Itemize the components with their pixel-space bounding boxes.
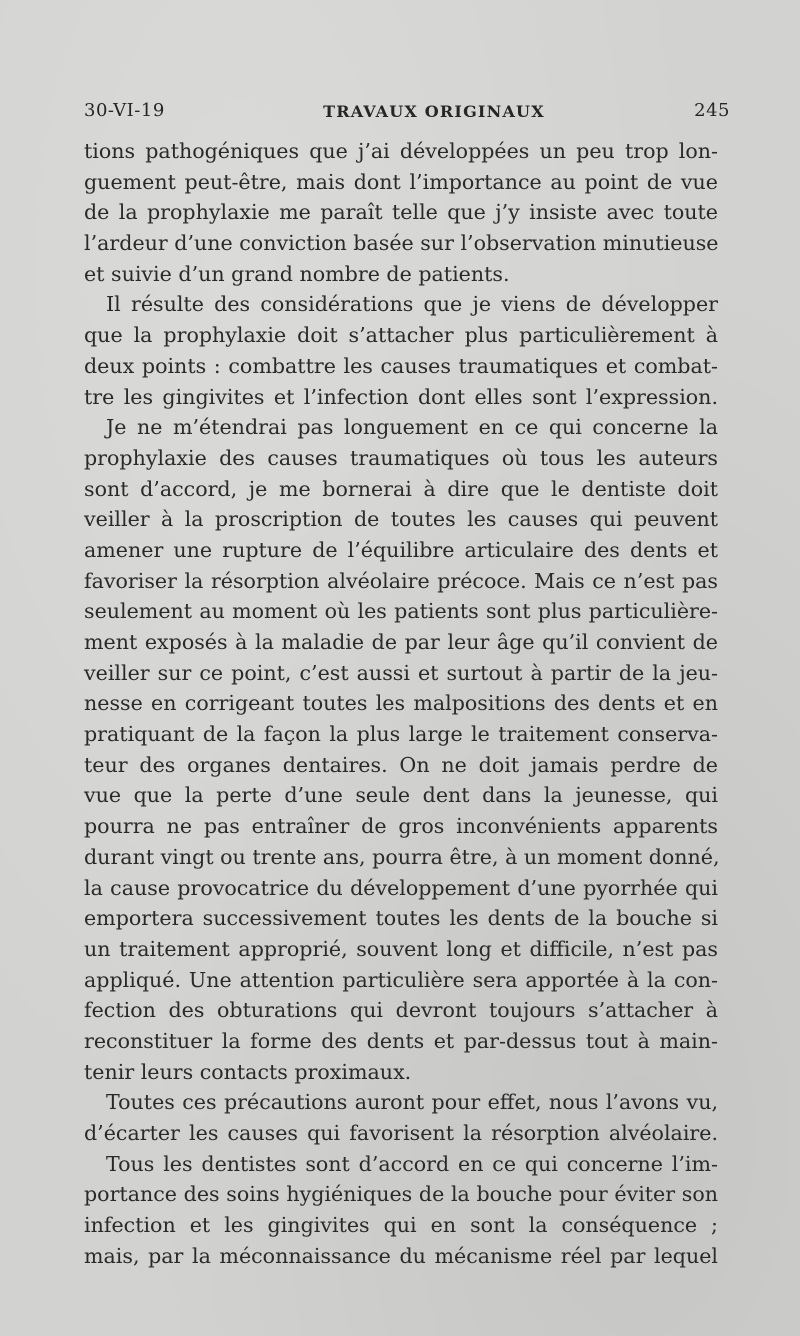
text-line: veiller sur ce point, c’est aussi et surtout à partir de la jeu- <box>84 660 718 685</box>
text-line: amener une rupture de l’équilibre articulaire des dents et <box>84 537 718 562</box>
text-line: favoriser la résorption alvéolaire précoce. Mais ce n’est pas <box>84 568 718 593</box>
text-line: mais, par la méconnaissance du mécanisme réel par lequel <box>84 1243 718 1268</box>
text-line: pratiquant de la façon la plus large le traitement conserva- <box>84 722 718 747</box>
text-line: veiller à la proscription de toutes les causes qui peuvent <box>84 507 718 532</box>
text-line: vue que la perte d’une seule dent dans la jeunesse, qui <box>84 783 718 808</box>
text-line: ment exposés à la maladie de par leur âge qu’il convient de <box>84 630 718 654</box>
text-line: fection des obturations qui devront toujours s’attacher à <box>84 998 718 1023</box>
text-line: prophylaxie des causes traumatiques où tous les auteurs <box>84 445 718 470</box>
text-line: nesse en corrigeant toutes les malpositions des dents et en <box>84 691 718 716</box>
text-line: et suivie d’un grand nombre de patients. <box>84 261 510 286</box>
text-line: Il résulte des considérations que je viens de développer <box>106 292 718 317</box>
text-line: tenir leurs contacts proximaux. <box>84 1059 412 1084</box>
text-line: appliqué. Une attention particulière sera apportée à la con- <box>84 967 718 992</box>
section-title: TRAVAUX ORIGINAUX <box>323 102 545 121</box>
text-line: teur des organes dentaires. On ne doit jamais perdre de <box>84 752 718 777</box>
page-number: 245 <box>694 100 730 121</box>
text-line: deux points : combattre les causes traumatiques et combat- <box>84 353 718 378</box>
text-line: la cause provocatrice du développement d’une pyorrhée qui <box>84 875 718 900</box>
text-line: reconstituer la forme des dents et par-dessus tout à main- <box>84 1028 718 1053</box>
text-line: l’ardeur d’une conviction basée sur l’observation minutieuse <box>84 231 719 256</box>
text-line: un traitement approprié, souvent long et difficile, n’est pas <box>84 936 718 961</box>
text-line: Tous les dentistes sont d’accord en ce qui concerne l’im- <box>106 1151 718 1176</box>
text-line: guement peut-être, mais dont l’importance au point de vue <box>84 169 718 194</box>
text-line: Toutes ces précautions auront pour effet, nous l’avons vu, <box>106 1090 718 1115</box>
text-line: de la prophylaxie me paraît telle que j’y insiste avec toute <box>84 200 718 225</box>
text-line: tions pathogéniques que j’ai développées un peu trop lon- <box>84 139 718 163</box>
text-line: tre les gingivites et l’infection dont elles sont l’expression. <box>84 384 718 409</box>
text-line: infection et les gingivites qui en sont la conséquence ; <box>84 1213 718 1238</box>
text-line: sont d’accord, je me bornerai à dire que le dentiste doit <box>84 476 718 501</box>
text-line: emportera successivement toutes les dents de la bouche si <box>84 906 718 931</box>
body-text <box>84 136 718 1271</box>
issue-date: 30-VI-19 <box>84 100 165 121</box>
text-line: seulement au moment où les patients sont plus particulière- <box>84 599 718 624</box>
text-line: durant vingt ou trente ans, pourra être, à un moment donné, <box>84 844 720 869</box>
text-line: Je ne m’étendrai pas longuement en ce qui concerne la <box>106 415 718 440</box>
text-line: que la prophylaxie doit s’attacher plus particulièrement à <box>84 323 718 348</box>
text-line: pourra ne pas entraîner de gros inconvénients apparents <box>84 814 718 839</box>
running-head <box>84 100 730 130</box>
text-line: d’écarter les causes qui favorisent la résorption alvéolaire. <box>84 1121 718 1145</box>
text-line: portance des soins hygiéniques de la bouche pour éviter son <box>84 1182 718 1207</box>
